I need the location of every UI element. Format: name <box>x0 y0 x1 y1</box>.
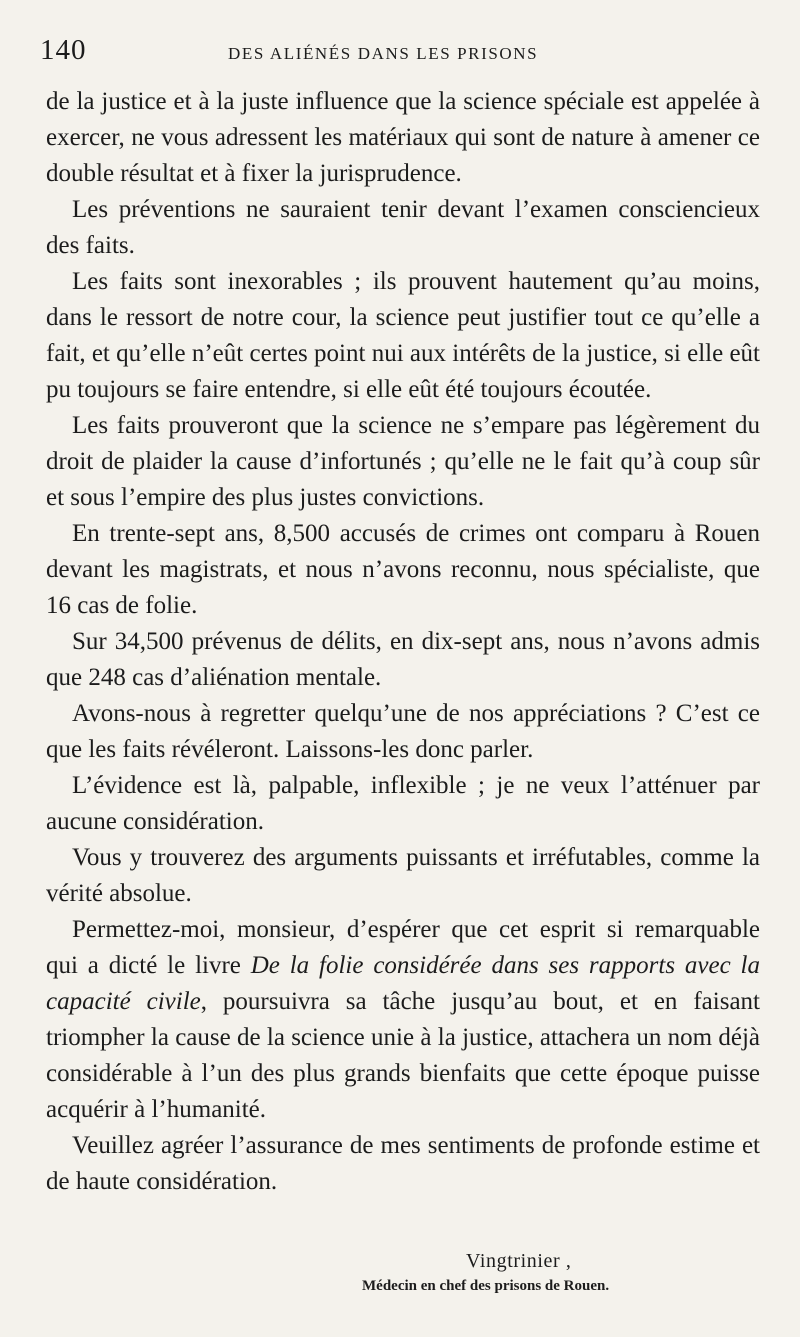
running-title: DES ALIÉNÉS DANS LES PRISONS <box>228 44 539 63</box>
page-number: 140 <box>40 34 87 66</box>
paragraph-arguments: Vous y trouverez des arguments puissants et irréfutables, comme la vérité absolue. <box>46 844 760 907</box>
book-title: De la folie considérée dans ses rapports avec la capacité civile <box>46 952 761 1015</box>
signature-title: Médecin en chef des prisons de Rouen. <box>362 1278 610 1294</box>
paragraph-evidence: L’évidence est là, palpable, inflexible ; je ne veux l’atténuer par aucune considération. <box>46 772 760 835</box>
paragraph-text-before-title: Permettez-moi, monsieur, d’espérer que cet esprit si remarquable qui a dicté le livre <box>46 916 760 979</box>
paragraph-permettez-moi <box>46 912 760 1128</box>
signature-name: Vingtrinier , <box>466 1250 572 1272</box>
paragraph-text-after-title: , poursuivra sa tâche jusqu’au bout, et en faisant triompher la cause de la science unie à la justice, attachera un nom déjà considérable à l’un des plus grands bienfaits que cette époque puisse acquérir à l’humanité. <box>46 988 760 1123</box>
paragraph-continued: de la justice et à la juste influence que la science spéciale est appelée à exercer, ne vous adressent les matériaux qui sont de nature à amener ce double résultat et à fixer la jurisprudence. <box>46 88 760 187</box>
paragraph-trente-sept-ans: En trente-sept ans, 8,500 accusés de crimes ont comparu à Rouen devant les magistrats, et nous n’avons reconnu, nous spécialiste, que 16 cas de folie. <box>46 520 760 619</box>
paragraph-prevenus-delits: Sur 34,500 prévenus de délits, en dix-sept ans, nous n’avons admis que 248 cas d’aliénation mentale. <box>46 628 760 691</box>
body-text <box>46 84 760 1200</box>
paragraph-closing: Veuillez agréer l’assurance de mes sentiments de profonde estime et de haute considération. <box>46 1132 760 1195</box>
paragraph-faits-prouveront: Les faits prouveront que la science ne s’empare pas légèrement du droit de plaider la cause d’infortunés ; qu’elle ne le fait qu’à coup sûr et sous l’empire des plus justes convictions. <box>46 412 760 511</box>
paragraph-preventions: Les préventions ne sauraient tenir devant l’examen consciencieux des faits. <box>46 196 760 259</box>
paragraph-faits-inexorables: Les faits sont inexorables ; ils prouvent hautement qu’au moins, dans le ressort de notre cour, la science peut justifier tout ce qu’elle a fait, et qu’elle n’eût certes point nui aux intérêts de la justice, si elle eût pu toujours se faire entendre, si elle eût été toujours écoutée. <box>46 268 760 403</box>
paragraph-appreciations: Avons-nous à regretter quelqu’une de nos appréciations ? C’est ce que les faits révéleront. Laissons-les donc parler. <box>46 700 760 763</box>
signature-block <box>0 1250 800 1310</box>
page-header <box>40 34 760 74</box>
